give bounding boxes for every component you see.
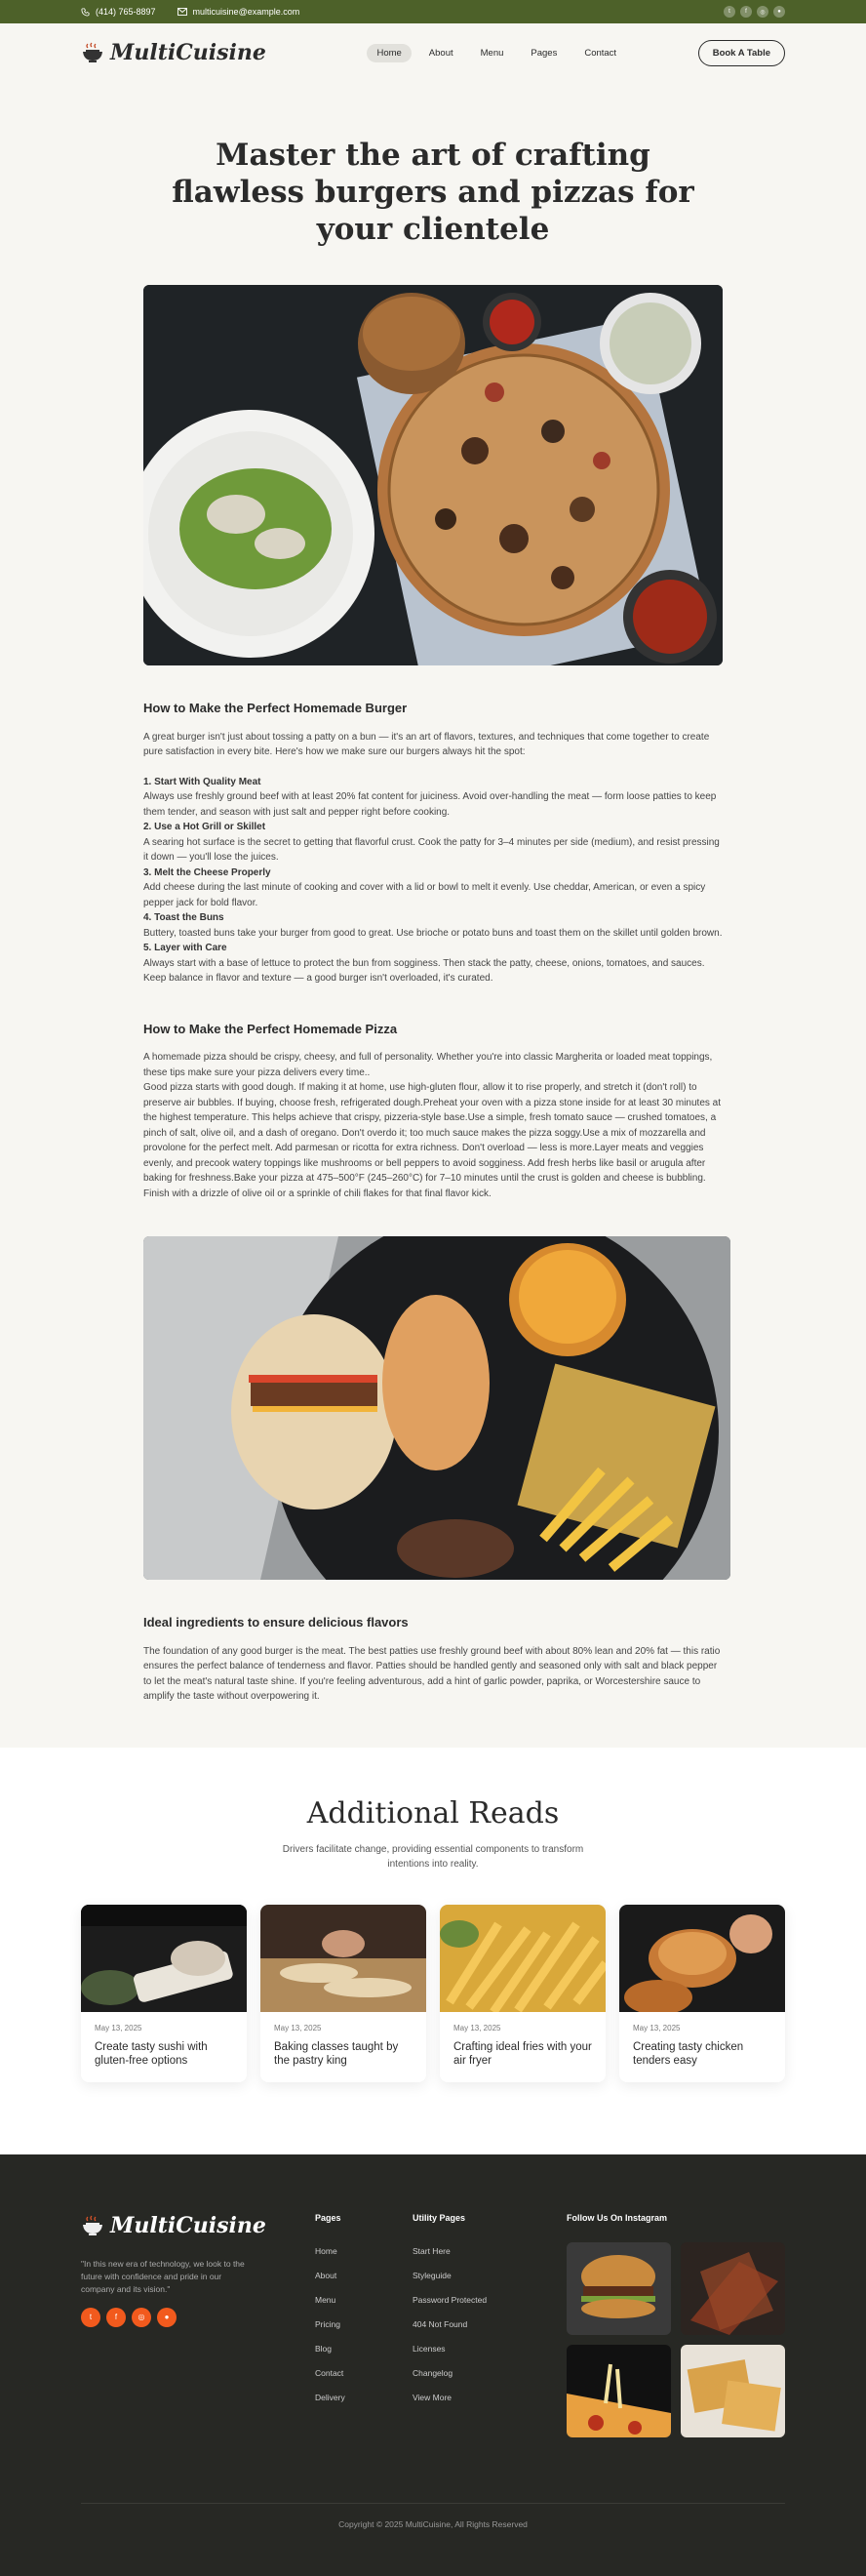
main-header	[0, 23, 866, 82]
step-text: Add cheese during the last minute of cooking and cover with a lid or bowl to melt it evenly. Use cheddar, American, or even a spicy pepper jack for bold flavor.	[143, 882, 706, 908]
blog-card[interactable]	[619, 1905, 785, 2082]
footer-link[interactable]: 404 Not Found	[413, 2318, 468, 2329]
footer-link[interactable]: Changelog	[413, 2367, 453, 2378]
email-info[interactable]	[177, 7, 300, 17]
step-title: 3. Melt the Cheese Properly	[143, 866, 271, 878]
footer-link[interactable]: View More	[413, 2392, 452, 2402]
step-text: Always start with a base of lettuce to protect the bun from sogginess. Then stack the patty, cheese, onions, tomatoes, and sauces. Keep balance in flavor and texture — a good burger isn't overloaded, it's curated.	[143, 957, 705, 984]
card-date: May 13, 2025	[274, 2023, 322, 2033]
card-image	[440, 1905, 606, 2012]
card-title[interactable]: Creating tasty chicken tenders easy	[633, 2040, 744, 2067]
instagram-photo[interactable]	[681, 2345, 785, 2437]
card-image	[619, 1905, 785, 2012]
main-nav	[367, 44, 626, 62]
footer-logo-text: MultiCuisine	[110, 2212, 266, 2238]
step-title: 2. Use a Hot Grill or Skillet	[143, 822, 266, 832]
phone-icon	[81, 8, 90, 17]
pizza-intro: A homemade pizza should be crispy, cheesy, and full of personality. Whether you're into classic Margherita or loaded meat toppings, these tips make sure your pizza delivers every time..	[143, 1052, 713, 1078]
footer-link[interactable]: Start Here	[413, 2245, 451, 2256]
github-icon[interactable]: ●	[157, 2308, 177, 2327]
ingredients-section	[143, 1615, 723, 1705]
pizza-heading: How to Make the Perfect Homemade Pizza	[143, 1021, 398, 1036]
step-text: A searing hot surface is the secret to getting that flavorful crust. Cook the patty for 3–4 minutes per side (medium), and resist pressing it down — you'll lose the juices.	[143, 836, 720, 863]
github-icon[interactable]: ●	[773, 6, 785, 18]
footer-link[interactable]: Contact	[315, 2367, 344, 2378]
burger-article	[143, 701, 723, 1201]
phone-number: (414) 765-8897	[96, 7, 156, 17]
footer-link[interactable]: Home	[315, 2245, 337, 2256]
footer-link[interactable]: Styleguide	[413, 2270, 452, 2280]
card-title[interactable]: Crafting ideal fries with your air fryer	[453, 2040, 592, 2067]
footer-link[interactable]: Menu	[315, 2294, 336, 2305]
footer-link[interactable]: Password Protected	[413, 2294, 488, 2305]
burger-fries-photo	[143, 1236, 730, 1580]
footer-col-title: Pages	[315, 2212, 341, 2223]
card-image	[260, 1905, 426, 2012]
instagram-icon[interactable]: ◎	[132, 2308, 151, 2327]
instagram-photo[interactable]	[681, 2242, 785, 2335]
footer-description: "In this new era of technology, we look to the future with confidence and pride in our company and its vision."	[81, 2258, 245, 2294]
card-title[interactable]: Create tasty sushi with gluten-free options	[95, 2040, 208, 2067]
footer-link[interactable]: Pricing	[315, 2318, 340, 2329]
burger-heading: How to Make the Perfect Homemade Burger	[143, 701, 408, 715]
nav-home[interactable]: Home	[367, 44, 411, 62]
card-date: May 13, 2025	[453, 2023, 501, 2033]
instagram-title: Follow Us On Instagram	[567, 2212, 668, 2223]
nav-menu[interactable]: Menu	[480, 47, 504, 59]
footer-logo[interactable]	[81, 2213, 315, 2238]
pizza-body: Good pizza starts with good dough. If making it at home, use high-gluten flour, allow it to rise properly, and stretch it (don't roll) to preserve air bubbles. If buying, choose fresh, refrigerated dough.Preheat your oven with a pizza stone inside for at least 30 minutes at the highest temperature. This helps achieve that crispy, pizzeria-style base.Use a simple, fresh tomato sauce — crushed tomatoes, a pinch of salt, olive oil, and a dash of oregano. Don't overdo it; too much sauce makes the pizza soggy.Use a mix of mozzarella and provolone for the perfect melt. Add parmesan or ricotta for extra richness. Don't overload — less is more.Layer meats and veggies evenly, and precook watery toppings like mushrooms or bell peppers to avoid sogginess. Add fresh herbs like basil or arugula after baking for freshness.Bake your pizza at 475–500°F (245–260°C) for 7–10 minutes until the crust is golden and cheese is bubbling. Finish with a drizzle of olive oil or a sprinkle of chili flakes for that final flavor kick.	[143, 1082, 722, 1199]
blog-card[interactable]	[260, 1905, 426, 2082]
book-table-button[interactable]: Book A Table	[698, 40, 785, 66]
footer-pages-column	[315, 2213, 413, 2437]
mail-icon	[177, 8, 187, 16]
nav-contact[interactable]: Contact	[584, 47, 617, 59]
step-title: 1. Start With Quality Meat	[143, 776, 261, 787]
phone-info[interactable]	[81, 7, 156, 17]
card-date: May 13, 2025	[633, 2023, 681, 2033]
instagram-feed	[567, 2213, 785, 2437]
pizza-table-illustration	[143, 285, 723, 665]
nav-pages[interactable]: Pages	[531, 47, 558, 59]
footer-col-title: Utility Pages	[413, 2212, 466, 2223]
footer-link[interactable]: Blog	[315, 2343, 333, 2354]
instagram-photo[interactable]	[567, 2242, 671, 2335]
twitter-icon[interactable]: t	[724, 6, 735, 18]
logo[interactable]	[81, 40, 266, 65]
ingredients-heading: Ideal ingredients to ensure delicious flavors	[143, 1615, 409, 1630]
footer-utility-column	[413, 2213, 567, 2437]
ingredients-text: The foundation of any good burger is the meat. The best patties use freshly ground beef with about 80% lean and 20% fat — this ratio ensures the perfect balance of tenderness and flavor. Patties should be handled gently and seasoned only with salt and black pepper to let the meat's natural taste shine. If you're feeling adventurous, add a hint of garlic powder, paprika, or Worcestershire sauce to amplify the taste without overpowering it.	[143, 1645, 721, 1702]
bowl-logo-icon	[81, 42, 104, 63]
instagram-icon[interactable]: ◎	[757, 6, 768, 18]
step-title: 4. Toast the Buns	[143, 912, 224, 923]
facebook-icon[interactable]: f	[106, 2308, 126, 2327]
step-text: Buttery, toasted buns take your burger from good to great. Use brioche or potato buns and toast them on the skillet until golden brown.	[143, 927, 723, 939]
reads-title: Additional Reads	[306, 1795, 560, 1831]
footer-link[interactable]: Delivery	[315, 2392, 345, 2402]
nav-about[interactable]: About	[428, 47, 453, 59]
site-footer	[0, 2154, 866, 2576]
card-date: May 13, 2025	[95, 2023, 142, 2033]
twitter-icon[interactable]: t	[81, 2308, 100, 2327]
additional-reads-section	[0, 1748, 866, 2154]
bowl-logo-icon	[81, 2215, 104, 2236]
blog-card[interactable]	[440, 1905, 606, 2082]
card-image	[81, 1905, 247, 2012]
logo-text: MultiCuisine	[110, 40, 266, 65]
pizza-table-photo	[143, 285, 723, 665]
facebook-icon[interactable]: f	[740, 6, 752, 18]
footer-link[interactable]: Licenses	[413, 2343, 446, 2354]
email-address: multicuisine@example.com	[192, 7, 300, 17]
copyright: Copyright © 2025 MultiCuisine, All Rights Reserved	[81, 2503, 785, 2529]
burger-fries-illustration	[143, 1236, 730, 1580]
burger-intro: A great burger isn't just about tossing a patty on a bun — it's an art of flavors, textures, and techniques that come together to create pure satisfaction in every bite. Here's how we make sure our burgers always hit the spot:	[143, 731, 710, 757]
step-title: 5. Layer with Care	[143, 943, 227, 953]
blog-card[interactable]	[81, 1905, 247, 2082]
instagram-photo[interactable]	[567, 2345, 671, 2437]
footer-link[interactable]: About	[315, 2270, 337, 2280]
card-title[interactable]: Baking classes taught by the pastry king	[274, 2040, 399, 2067]
step-text: Always use freshly ground beef with at least 20% fat content for juiciness. Avoid over-handling the meat — form loose patties to keep them tender, and season with just salt and pepper right before cooking.	[143, 791, 717, 818]
reads-subtitle: Drivers facilitate change, providing essential components to transform intentions into reality.	[282, 1843, 584, 1870]
top-bar	[0, 0, 866, 23]
page-title: Master the art of crafting flawless burgers and pizzas for your clientele	[172, 138, 694, 247]
